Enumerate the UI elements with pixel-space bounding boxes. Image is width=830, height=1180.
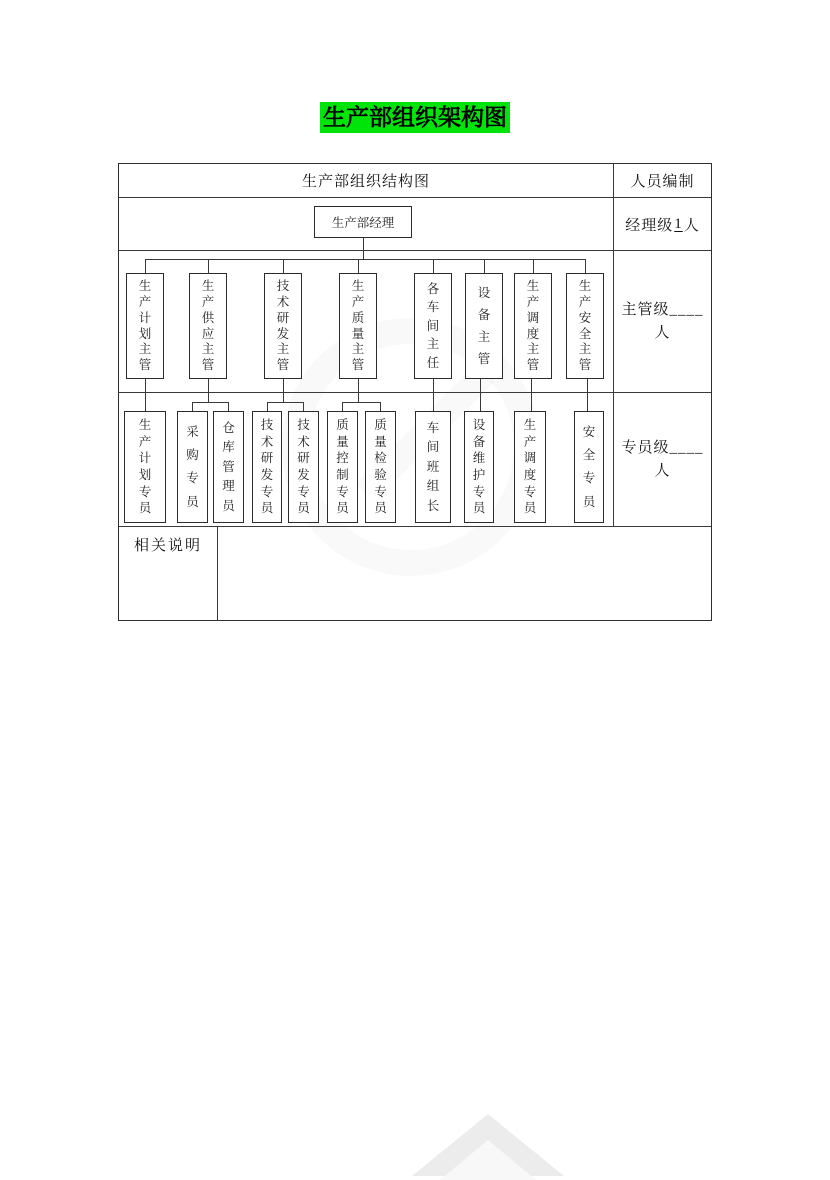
specialist-label: 车 间 班 组 长 (426, 420, 440, 513)
supervisor-box (189, 273, 227, 379)
manager-box: 生产部经理 (314, 206, 412, 238)
connector-line (358, 259, 359, 273)
connector-line (145, 259, 586, 260)
connector-line (342, 402, 343, 411)
specialist-label: 生 产 计 划 专 员 (138, 418, 152, 516)
specialist-label: 技 术 研 发 专 员 (260, 418, 274, 516)
supervisor-box (465, 273, 503, 379)
specialist-box (124, 411, 166, 523)
specialist-box (288, 411, 319, 523)
connector-line (358, 379, 359, 402)
specialist-level-blank: 专员级____ (621, 439, 704, 456)
connector-line (433, 379, 434, 411)
supervisor-label: 生 产 计 划 主 管 (138, 279, 152, 373)
connector-line (283, 259, 284, 273)
manager-level-prefix: 经理级 (625, 217, 674, 234)
specialist-label: 质 量 控 制 专 员 (336, 418, 349, 516)
connector-line (484, 259, 485, 273)
specialist-staffing-cell (614, 393, 711, 526)
connector-line (145, 259, 146, 273)
specialist-level-unit: 人 (654, 462, 671, 479)
supervisor-label: 技 术 研 发 主 管 (276, 279, 290, 373)
specialist-label: 安 全 专 员 (582, 424, 596, 509)
supervisor-label: 生 产 供 应 主 管 (201, 279, 215, 373)
connector-line (192, 402, 193, 411)
connector-line (363, 238, 364, 259)
specialist-label: 采 购 专 员 (186, 424, 199, 509)
connector-line (192, 402, 229, 403)
specialist-box (574, 411, 604, 523)
specialist-label: 设 备 维 护 专 员 (472, 418, 486, 516)
connector-line (228, 402, 229, 411)
notes-label: 相关说明 (133, 538, 202, 554)
connector-line (303, 402, 304, 411)
connector-line (342, 402, 381, 403)
specialist-label: 生 产 调 度 专 员 (523, 418, 537, 516)
manager-level-suffix: 人 (683, 217, 700, 234)
connector-line (533, 259, 534, 273)
specialist-box (213, 411, 244, 523)
connector-line (531, 379, 532, 411)
specialist-box (252, 411, 282, 523)
specialist-box (464, 411, 494, 523)
connector-line (585, 259, 586, 273)
page-title: 生产部组织架构图 (320, 102, 510, 133)
specialist-box (415, 411, 451, 523)
supervisor-level-unit: 人 (654, 324, 671, 341)
specialist-label: 质 量 检 验 专 员 (374, 418, 387, 516)
supervisor-level-blank: 主管级____ (621, 301, 704, 318)
supervisor-box (566, 273, 604, 379)
manager-staffing-cell (614, 198, 711, 250)
org-chart-table (118, 163, 712, 621)
table-title: 生产部组织结构图 (301, 174, 430, 190)
supervisor-box (514, 273, 552, 379)
staffing-header: 人员编制 (630, 174, 695, 190)
supervisor-label: 各 车 间 主 任 (426, 281, 440, 370)
specialist-box (514, 411, 546, 523)
supervisor-box (414, 273, 452, 379)
supervisor-box (126, 273, 164, 379)
connector-line (587, 379, 588, 411)
supervisor-label: 生 产 质 量 主 管 (351, 279, 365, 373)
supervisor-label: 生 产 调 度 主 管 (526, 279, 540, 373)
connector-line (480, 379, 481, 411)
connector-line (208, 379, 209, 402)
specialist-label: 仓 库 管 理 员 (222, 420, 235, 513)
specialist-box (327, 411, 358, 523)
connector-line (267, 402, 268, 411)
supervisor-label: 设 备 主 管 (477, 285, 491, 366)
specialist-label: 技 术 研 发 专 员 (297, 418, 310, 516)
notes-column-divider (217, 526, 218, 620)
connector-line (283, 379, 284, 402)
watermark-triangle-inner (440, 1140, 536, 1180)
connector-line (267, 402, 304, 403)
connector-line (380, 402, 381, 411)
connector-line (433, 259, 434, 273)
connector-line (208, 259, 209, 273)
supervisor-box (339, 273, 377, 379)
watermark-triangle (412, 1114, 564, 1176)
specialist-box (365, 411, 396, 523)
specialist-box (177, 411, 208, 523)
manager-level-count: 1 (674, 215, 683, 232)
supervisor-label: 生 产 安 全 主 管 (578, 279, 592, 373)
connector-line (145, 379, 146, 411)
supervisor-staffing-cell (614, 251, 711, 392)
supervisor-box (264, 273, 302, 379)
